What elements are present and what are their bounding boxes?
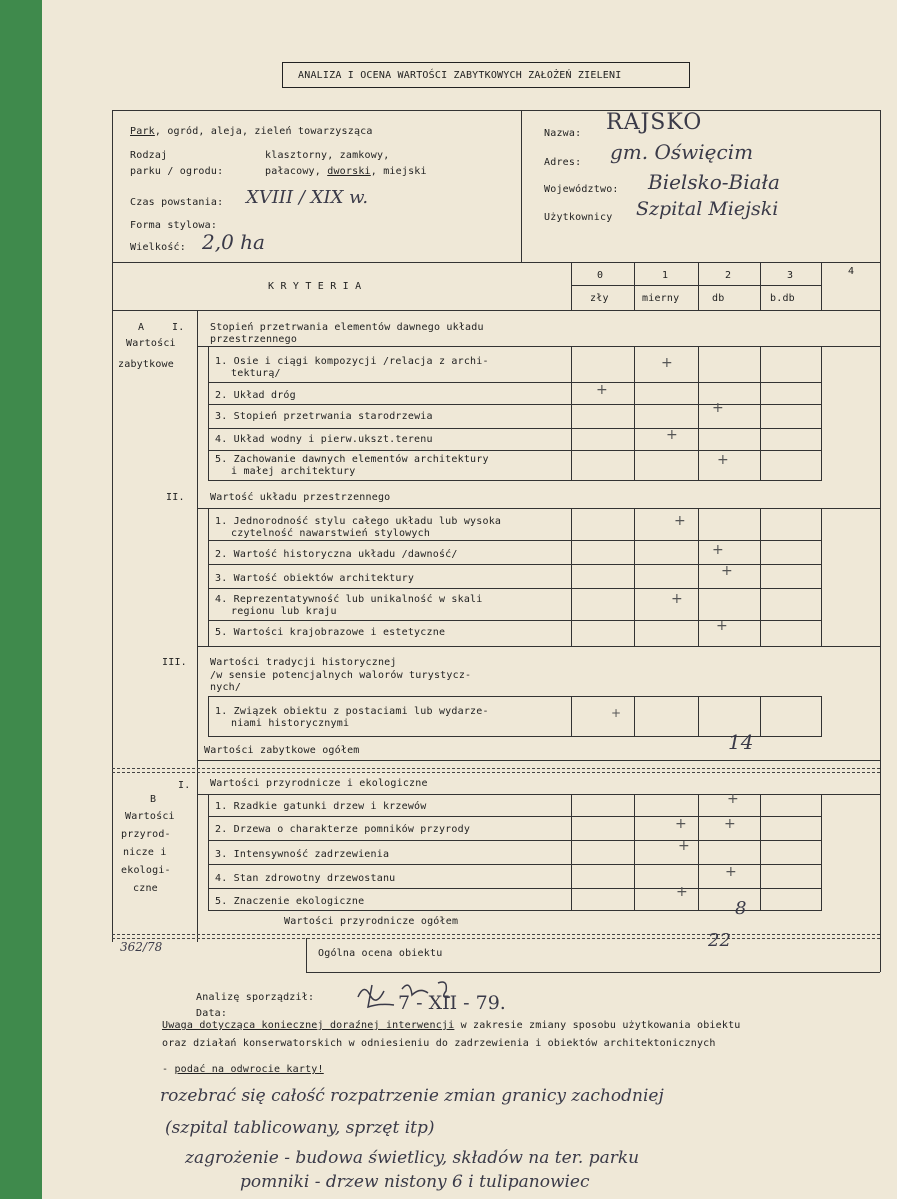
aii-row-5: 5. Wartości krajobrazowe i estetyczne [215, 627, 446, 638]
aiii-row-1b: niami historycznymi [231, 718, 350, 729]
total-a-bottom [197, 760, 880, 761]
type-park: Park [130, 126, 155, 137]
form-top-border [112, 110, 880, 111]
forma-label: Forma stylowa: [130, 220, 218, 231]
section-a-group-iii: III. [162, 657, 187, 668]
document-title: ANALIZA I OCENA WARTOŚCI ZABYTKOWYCH ZAŁOŻEŃ ZIELENI [298, 70, 622, 81]
czas-value: XVIII / XIX w. [246, 187, 369, 208]
nazwa-value: RAJSKO [606, 110, 703, 135]
ai-row3-line [208, 428, 822, 429]
handwritten-line-2: (szpital tablicowany, sprzęt itp) [165, 1118, 435, 1138]
col-2-label: db [712, 293, 725, 304]
ai-row-3a: 3. Stopień [215, 411, 284, 422]
aiii-row-1: 1. Związek obiektu z postaciami lub wydarze- [215, 706, 489, 717]
uwaga-line-1 [162, 1020, 741, 1031]
rate-col-d-iii [760, 696, 761, 736]
criteria-col-1 [634, 262, 635, 310]
rate-col-e-ii [821, 508, 822, 646]
item-col-left [208, 346, 209, 480]
group-aiii-header-line [197, 646, 880, 647]
criteria-bottom-line [112, 310, 880, 311]
rate-col-c-iii [698, 696, 699, 736]
ai-row-1b: tekturą/ [231, 368, 281, 379]
b-row-1: 1. Rzadkie gatunki drzew i krzewów [215, 801, 427, 812]
type-line [130, 126, 373, 137]
mark-b-1: + [727, 791, 739, 807]
mark-aii-1: + [674, 513, 686, 529]
total-b-value: 8 [735, 898, 747, 919]
aii-row-4: 4. Reprezentatywność lub unikalność w skali [215, 594, 483, 605]
group-aiii-title-1: Wartości tradycji historycznej [210, 657, 397, 668]
uwaga-line-3 [162, 1064, 324, 1075]
b-row4-line [208, 888, 822, 889]
criteria-col-left [571, 262, 572, 310]
aii-row4-line [208, 620, 822, 621]
col-0-num: 0 [597, 270, 604, 281]
czas-label: Czas powstania: [130, 197, 224, 208]
adres-label: Adres: [544, 157, 582, 168]
header-divider [521, 110, 522, 262]
kind-miejski: , miejski [370, 166, 427, 177]
section-separator [112, 768, 880, 773]
b-row-5: 5. Znaczenie ekologiczne [215, 896, 365, 907]
section-a-divider [197, 310, 198, 942]
total-a-label: Wartości zabytkowe ogółem [204, 745, 360, 756]
rate-col-d-b [760, 794, 761, 910]
rate-col-c-b [698, 794, 699, 910]
mark-aii-5: + [716, 618, 728, 634]
ai-row-4: 4. Układ wodny i pierw.ukszt.terenu [215, 434, 433, 445]
section-a-group-i: I. [172, 322, 185, 333]
rate-col-a-b [571, 794, 572, 910]
ai-row4-line [208, 450, 822, 451]
aii-row-2: 2. Wartość historyczna układu /dawność/ [215, 549, 458, 560]
data-value: 7 - XII - 79. [398, 992, 506, 1014]
mark-aii-3: + [721, 563, 733, 579]
section-a-label-1: Wartości [126, 338, 176, 349]
item-col-left-iii [208, 696, 209, 736]
overall-value: 22 [708, 930, 731, 951]
section-b-letter: B [150, 794, 157, 805]
criteria-col-4 [821, 262, 822, 310]
item-col-left-ii [208, 508, 209, 646]
total-a-value: 14 [728, 730, 754, 754]
wielkosc-value: 2,0 ha [202, 230, 265, 254]
ai-title-a: Stopień przetrwania [210, 322, 329, 333]
section-a-letter: A [138, 322, 145, 333]
aii-row-4b: regionu lub kraju [231, 606, 337, 617]
ai-row-3c: starodrzewia [351, 411, 433, 422]
handwritten-line-4: pomniki - drzew nistony 6 i tulipanowiec [240, 1172, 590, 1192]
mark-b-3: + [678, 838, 690, 854]
section-b-group-i: I. [178, 780, 191, 791]
analiza-label: Analizę sporządził: [196, 992, 315, 1003]
uwaga-underlined: Uwaga dotycząca koniecznej doraźnej interwencji [162, 1020, 455, 1031]
mark-b-5: + [676, 884, 688, 900]
mark-b-2a: + [675, 816, 687, 832]
group-aiii-title-2: /w sensie potencjalnych walorów turystycz- [210, 670, 472, 681]
criteria-col-2 [698, 262, 699, 310]
group-bi-header-line [197, 794, 880, 795]
side-number: 362/78 [120, 940, 163, 954]
section-a-label-2: zabytkowe [118, 359, 174, 370]
woj-label: Województwo: [544, 184, 619, 195]
col-3-num: 3 [787, 270, 794, 281]
rate-col-e-iii [821, 696, 822, 736]
kinds-line-2 [265, 166, 427, 177]
rate-col-e [821, 346, 822, 480]
total-b-label: Wartości przyrodnicze ogółem [284, 916, 459, 927]
kind-dworski: dworski [327, 166, 371, 177]
section-a-group-ii: II. [166, 492, 185, 503]
ai-row-3b: przetrwania [283, 411, 352, 422]
b-row-3: 3. Intensywność zadrzewienia [215, 849, 390, 860]
section-b-label-5: czne [133, 883, 158, 894]
overall-label: Ogólna ocena obiektu [318, 948, 443, 959]
overall-right [880, 934, 881, 972]
rate-col-b-b [634, 794, 635, 910]
mark-ai-5: + [717, 452, 729, 468]
rate-col-b-iii [634, 696, 635, 736]
group-aii-title: Wartość układu przestrzennego [210, 492, 391, 503]
criteria-col-3 [760, 262, 761, 310]
uwaga-dash: - [162, 1064, 175, 1075]
mark-aii-4: + [671, 591, 683, 607]
form-left-border [112, 110, 113, 942]
group-aiii-title-3: nych/ [210, 682, 242, 693]
ai-row-5b: i małej architektury [231, 466, 356, 477]
mark-ai-2: + [596, 382, 608, 398]
uzyt-label: Użytkownicy [544, 212, 613, 223]
handwritten-line-3: zagrożenie - budowa świetlicy, składów na ter. parku [185, 1148, 640, 1168]
b-row2-line [208, 840, 822, 841]
mark-ai-4: + [666, 427, 678, 443]
b-row5-line [208, 910, 822, 911]
mark-ai-1: + [661, 355, 673, 371]
kinds-line-1: klasztorny, zamkowy, [265, 150, 390, 161]
ai-row1-line [208, 382, 822, 383]
rate-col-a-ii [571, 508, 572, 646]
aii-row3-line [208, 588, 822, 589]
parku-label: parku / ogrodu: [130, 166, 224, 177]
rate-col-b-ii [634, 508, 635, 646]
rate-col-a-iii [571, 696, 572, 736]
aii-row-1b: czytelność nawarstwień stylowych [231, 528, 431, 539]
group-bi-title: Wartości przyrodnicze i ekologiczne [210, 778, 428, 789]
nazwa-label: Nazwa: [544, 128, 582, 139]
mark-b-2b: + [724, 816, 736, 832]
uwaga-rest: w zakresie zmiany sposobu użytkowania obiektu [454, 1020, 741, 1031]
aiii-row-top [208, 696, 822, 697]
b-row-2: 2. Drzewa o charakterze pomników przyrody [215, 824, 471, 835]
form-right-border [880, 110, 881, 936]
data-label: Data: [196, 1008, 228, 1019]
kryteria-label: K R Y T E R I A [268, 281, 362, 292]
handwritten-line-1: rozebrać się całość rozpatrzenie zmian granicy zachodniej [160, 1086, 664, 1106]
aii-row-1: 1. Jednorodność stylu całego układu lub wysoka [215, 516, 502, 527]
kind-palacowy: pałacowy, [265, 166, 328, 177]
group-aii-header-line [197, 508, 880, 509]
mark-ai-3: + [712, 400, 724, 416]
mark-aiii-1: + [611, 706, 622, 720]
col-1-label: mierny [642, 293, 680, 304]
ai-title-b: elementów dawnego układu [328, 322, 484, 333]
col-1-num: 1 [662, 270, 669, 281]
ai-row-1: 1. Osie i ciągi kompozycji /relacja z archi- [215, 356, 489, 367]
aii-row1-line [208, 540, 822, 541]
rate-col-d [760, 346, 761, 480]
criteria-num-line [571, 285, 821, 286]
aii-row-3: 3. Wartość obiektów architektury [215, 573, 415, 584]
bottom-separator [112, 934, 880, 939]
adres-value: gm. Oświęcim [610, 140, 754, 164]
uwaga-odwrocie: podać na odwrocie karty! [174, 1064, 324, 1075]
wielkosc-label: Wielkość: [130, 242, 186, 253]
col-2-num: 2 [725, 270, 732, 281]
rate-col-b [634, 346, 635, 480]
rate-col-e-b [821, 794, 822, 910]
group-ai-header-line [197, 346, 880, 347]
overall-bottom [306, 972, 880, 973]
rate-col-c-ii [698, 508, 699, 646]
col-3-label: b.db [770, 293, 795, 304]
mark-aii-2: + [712, 542, 724, 558]
uwaga-line-2: oraz działań konserwatorskich w odniesieniu do zadrzewienia i obiektów architektonicznych [162, 1038, 716, 1049]
overall-left [306, 938, 307, 972]
ai-row-2: 2. Układ dróg [215, 390, 296, 401]
col-4-num: 4 [848, 266, 855, 277]
uzyt-value: Szpital Miejski [636, 198, 779, 220]
woj-value: Bielsko-Biała [648, 170, 780, 194]
section-b-label-4: ekologi- [121, 865, 171, 876]
ai-row-3 [215, 411, 433, 422]
group-ai-title-2: przestrzennego [210, 334, 298, 345]
ai-row2-line [208, 404, 822, 405]
rodzaj-label: Rodzaj [130, 150, 168, 161]
section-b-label-3: nicze i [123, 847, 167, 858]
ai-row-5: 5. Zachowanie dawnych elementów architektury [215, 454, 489, 465]
header-bottom-line [112, 262, 880, 263]
ai-row5-line [208, 480, 822, 481]
b-row-4: 4. Stan zdrowotny drzewostanu [215, 873, 396, 884]
section-b-label-2: przyrod- [121, 829, 171, 840]
type-rest: , ogród, aleja, zieleń towarzysząca [154, 126, 373, 137]
group-ai-title [210, 322, 484, 333]
rate-col-d-ii [760, 508, 761, 646]
col-0-label: zły [590, 293, 609, 304]
mark-b-4: + [725, 864, 737, 880]
rate-col-a [571, 346, 572, 480]
rate-col-c [698, 346, 699, 480]
item-col-left-b [208, 794, 209, 910]
section-b-label-1: Wartości [125, 811, 175, 822]
